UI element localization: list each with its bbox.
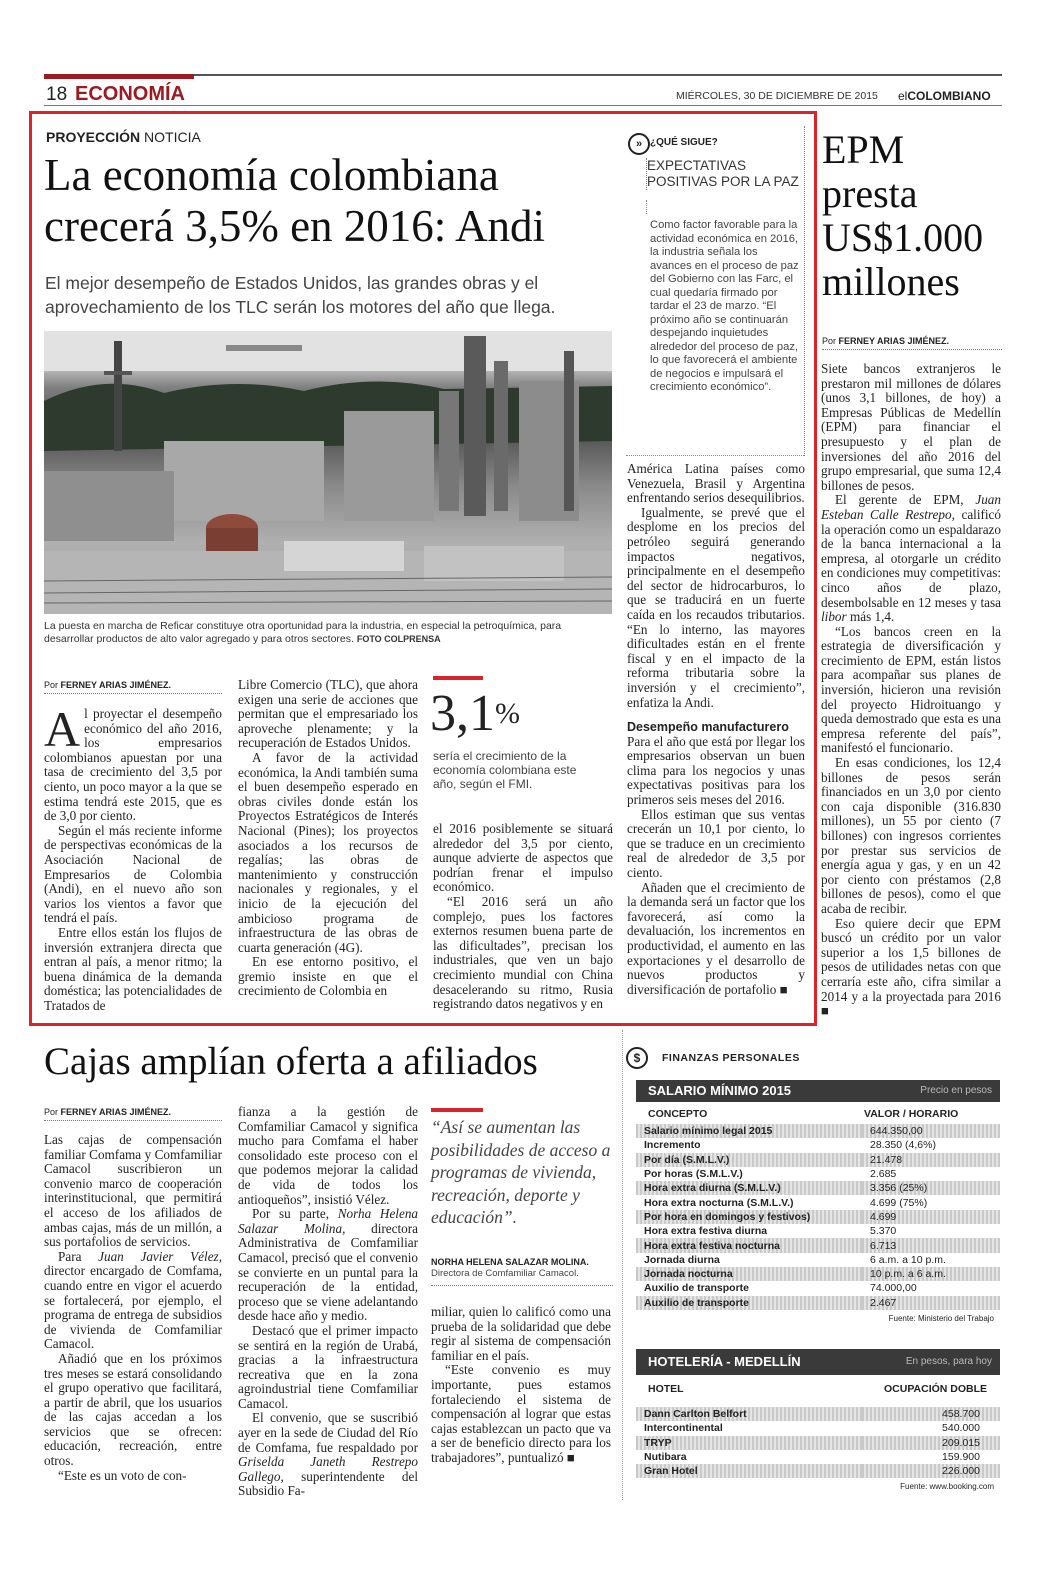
table-row bbox=[636, 1195, 1000, 1209]
main-col-2 bbox=[238, 678, 418, 999]
table-cell-label: Hora extra nocturna (S.M.L.V.) bbox=[644, 1196, 794, 1209]
refinery-photo bbox=[44, 331, 612, 614]
table-cell-label: Por día (S.M.L.V.) bbox=[636, 1153, 862, 1167]
table-cell-value: 458.700 bbox=[862, 1407, 1000, 1421]
col2-paragraph-1: Libre Comercio (TLC), que ahora exigen una serie de acciones que permitan que el empresariado los aproveche plenamente; y la recuperación de Estados Unidos. bbox=[238, 677, 418, 751]
epm-paragraph-4: En esas condiciones, los 12,4 billones de pesos serán financiados en un 3,0 por ciento con caja disponible (316.830 millones), un 55 por ciento (7 billones) con ingresos corrientes por prestar sus servicios de energía agua y gas, y en un 42 por ciento con préstamos (2,8 billones de pesos), como el que acaba de recibir. bbox=[821, 755, 1001, 916]
col-concepto: CONCEPTO bbox=[648, 1108, 708, 1120]
table-cell-value: 10 p.m. a 6 a.m. bbox=[862, 1267, 1000, 1281]
end-mark: ■ bbox=[566, 1449, 575, 1465]
hotel-table-columns bbox=[636, 1375, 1000, 1401]
col4-paragraph-3: Para el año que está por llegar los empresarios observan un buen clima para los negocios y unas expectativas positivas para los primeros seis meses del 2016. bbox=[627, 733, 805, 808]
main-col-1 bbox=[44, 701, 222, 1013]
byline-name: FERNEY ARIAS JIMÉNEZ. bbox=[60, 680, 172, 690]
col4-paragraph-5: Añaden que el crecimiento de la demanda será un factor que los favorecerá, así como la devaluación, los incrementos en productividad, el aumento en las exportaciones y el desarrollo de nuevos productos y diversificación de portafolio ■ bbox=[627, 879, 805, 997]
quote-bottom-rule bbox=[431, 1285, 613, 1286]
table-cell-label: Incremento bbox=[644, 1139, 701, 1152]
kicker-light: NOTICIA bbox=[144, 129, 201, 145]
cajas-c3-paragraph-2: “Este convenio es muy importante, pues estamos fortaleciendo el sistema de compensación al lograr que estas cajas establezcan un pacto que va a ser de beneficio directo para los trabajadores”, puntualizó ■ bbox=[431, 1362, 611, 1465]
col4-paragraph-4: Ellos estiman que sus ventas crecerán un 10,1 por ciento, lo que se traduce en un crecimiento real de alrededor de 3,5 por ciento. bbox=[627, 806, 805, 881]
end-mark: ■ bbox=[779, 981, 788, 997]
newspaper-title: COLOMBIANO bbox=[907, 89, 991, 103]
main-col-3 bbox=[433, 822, 613, 1012]
salary-table-source: Fuente: Ministerio del Trabajo bbox=[888, 1313, 994, 1323]
salary-table-header: SALARIO MÍNIMO 2015 Precio en pesos bbox=[636, 1080, 1000, 1102]
table-cell-label: Hora extra festiva diurna bbox=[644, 1225, 768, 1238]
main-headline bbox=[44, 150, 624, 252]
table-cell-label: Auxilio de transporte bbox=[636, 1296, 862, 1310]
byline-prefix: Por bbox=[44, 680, 59, 690]
table-cell-label: TRYP bbox=[636, 1436, 862, 1450]
table-cell-label: Salario mínimo legal 2015 bbox=[636, 1124, 862, 1138]
table-row bbox=[636, 1238, 1000, 1252]
salary-table bbox=[636, 1080, 1000, 1323]
table-cell-value: 209.015 bbox=[862, 1436, 1000, 1450]
hotel-table-note: En pesos, para hoy bbox=[905, 1356, 992, 1367]
cajas-c1-paragraph-3: Añadió que en los próximos tres meses se estará consolidando el grupo operativo que facilitará, a partir de abril, que los usuarios de las cajas accedan a los servicios que se ofrecen: educación, recreación, entre otros. bbox=[44, 1350, 222, 1469]
table-cell-value: 4.699 bbox=[862, 1210, 1000, 1224]
hotel-table-source: Fuente: www.booking.com bbox=[900, 1482, 994, 1492]
cajas-headline: Cajas amplían oferta a afiliados bbox=[44, 1040, 538, 1083]
table-cell-label: Hora extra festiva nocturna bbox=[636, 1238, 862, 1252]
table-cell-value: 28.350 (4,6%) bbox=[870, 1139, 936, 1152]
issue-date: MIÉRCOLES, 30 DE DICIEMBRE DE 2015 bbox=[676, 90, 878, 102]
epm-byline-prefix: Por bbox=[822, 336, 837, 346]
table-cell-value: 2.467 bbox=[862, 1296, 1000, 1310]
refinery-illustration bbox=[44, 331, 612, 614]
epm-paragraph-3: “Los bancos creen en la estrategia de diversificación y crecimiento de EPM, están listos para acompañar sus planes de inversión, hicieron una revisión del proyecto Hidroituango y queda demostrado que esta es una empresa referente del país”, manifestó el funcionario. bbox=[821, 623, 1001, 756]
dollar-icon: $ bbox=[626, 1047, 648, 1069]
stat-number: 3,1 bbox=[430, 685, 495, 742]
table-cell-value: 6 a.m. a 10 p.m. bbox=[870, 1253, 946, 1266]
col1-paragraph-1: Al proyectar el desempeño económico del año 2016, los empresarios colombianos apuestan por una tasa de crecimiento del 3,5 por ciento, un poco mayor a la que se estima tendrá este 2015, que es de 3,0 por ciento. bbox=[44, 701, 222, 824]
finanzas-label: FINANZAS PERSONALES bbox=[662, 1052, 800, 1064]
sidebar-text: Como factor favorable para la actividad económica en 2016, la industria señala los avances en el proceso de paz del Gobierno con las Farc, el cual quedaría firmado por tardar el 23 de marzo. “El próximo año se continuarán despejando inquietudes alrededor del proceso de paz, lo que favorecerá el ambiente de negocios e impulsará el crecimiento económico”. bbox=[650, 219, 799, 393]
table-row bbox=[636, 1267, 1000, 1281]
epm-headline: EPM presta US$1.000 millones bbox=[822, 127, 984, 304]
story-kicker bbox=[46, 129, 201, 145]
main-byline bbox=[44, 680, 222, 694]
stat-description: sería el crecimiento de la economía colombiana este año, según el FMI. bbox=[433, 749, 577, 791]
col2-paragraph-3: En ese entorno positivo, el gremio insiste en que el crecimiento de Colombia en bbox=[238, 954, 418, 999]
epm-byline-name: FERNEY ARIAS JIMÉNEZ. bbox=[838, 336, 950, 346]
epm-body bbox=[821, 362, 1001, 1019]
cajas-byline-prefix: Por bbox=[44, 1107, 59, 1117]
kicker-bold: PROYECCIÓN bbox=[46, 129, 141, 145]
salary-table-note: Precio en pesos bbox=[920, 1085, 992, 1096]
table-row bbox=[636, 1138, 1000, 1152]
quote-rule bbox=[431, 1108, 483, 1112]
cajas-col-3 bbox=[431, 1305, 611, 1466]
cajas-byline-name: FERNEY ARIAS JIMÉNEZ. bbox=[60, 1107, 172, 1117]
newspaper-prefix: el bbox=[898, 89, 908, 103]
section-name: ECONOMÍA bbox=[75, 83, 185, 105]
table-row bbox=[636, 1181, 1000, 1195]
table-cell-label: Jornada nocturna bbox=[636, 1267, 862, 1281]
cajas-c1-paragraph-4: “Este es un voto de con- bbox=[58, 1467, 187, 1483]
cajas-c2-paragraph-1: fianza a la gestión de Comfamiliar Camacol y significa mucho para Comfama el haber consolidado este proceso con el que podemos mejorar la calidad de vida de todos los antioqueños”, insistió Vélez. bbox=[238, 1104, 418, 1207]
table-cell-label: Dann Carlton Belfort bbox=[636, 1407, 862, 1421]
table-row bbox=[636, 1296, 1000, 1310]
sidebar-arrow-icon: » bbox=[628, 133, 650, 155]
hotel-table-header: HOTELERÍA - MEDELLÍN En pesos, para hoy bbox=[636, 1349, 1000, 1375]
table-cell-value: 159.900 bbox=[942, 1451, 980, 1464]
col1-paragraph-2: Según el más reciente informe de perspectivas económicas de la Asociación Nacional de Empresarios de Colombia (Andi), en el nuevo año son varios los vientos a favor que tendrá el país. bbox=[44, 822, 222, 926]
newspaper-name bbox=[898, 89, 991, 103]
drop-cap: A bbox=[44, 701, 81, 757]
col3-paragraph-2: “El 2016 será un año complejo, pues los factores externos resumen buena parte de las dificultades”, precisan los industriales, que ven un bajo crecimiento mundial con China desacelerando su ritmo, Rusia registrando datos negativos y en bbox=[433, 893, 613, 1012]
table-cell-label: Hora extra diurna (S.M.L.V.) bbox=[636, 1181, 862, 1195]
salary-table-body bbox=[636, 1124, 1000, 1310]
hotel-table-body bbox=[636, 1407, 1000, 1478]
table-cell-label: Gran Hotel bbox=[636, 1464, 862, 1478]
cajas-byline bbox=[44, 1107, 222, 1121]
table-row bbox=[636, 1407, 1000, 1421]
salary-table-columns bbox=[636, 1102, 1000, 1124]
table-cell-label: Por horas (S.M.L.V.) bbox=[644, 1168, 743, 1181]
hotel-table bbox=[636, 1349, 1000, 1491]
table-cell-value: 21.478 bbox=[862, 1153, 1000, 1167]
table-row bbox=[636, 1253, 1000, 1267]
header-red-bar bbox=[44, 74, 194, 79]
caption-text: La puesta en marcha de Reficar constituye otra oportunidad para la industria, en especial la petroquímica, para desarrollar productos de alto valor agregado y para otros sectores. bbox=[44, 620, 562, 645]
table-row bbox=[636, 1124, 1000, 1138]
photo-caption bbox=[44, 620, 612, 646]
headline-line-1: La economía colombiana bbox=[44, 150, 499, 200]
table-cell-value: 6.713 bbox=[862, 1238, 1000, 1252]
cajas-c1-paragraph-2: Para Juan Javier Vélez, director encargado de Comfama, cuando entre en vigor el acuerdo se fortalecerá, por ejemplo, el programa de entrega de subsidios de vivienda de Comfamiliar Camacol. bbox=[44, 1248, 222, 1352]
table-cell-label: Nutibara bbox=[644, 1451, 687, 1464]
cajas-c3-paragraph-1: miliar, quien lo calificó como una prueba de la solidaridad que debe regir al sistema de compensación familiar en el país. bbox=[431, 1304, 611, 1363]
main-col-4 bbox=[627, 462, 805, 997]
table-cell-label: Por hora en domingos y festivos) bbox=[636, 1210, 862, 1224]
stat-rule bbox=[433, 676, 483, 680]
col4-paragraph-2: Igualmente, se prevé que el desplome en los precios del petróleo seguirá generando impactos negativos, principalmente en el desempeño del sector de hidrocarburos, lo que se traducirá en un fuerte caída en los recaudos tributarios. “En lo interno, las mayores dificultades están en el frente fiscal y en el impacto de la reforma tributaria sobre la inversión y el crecimiento”, enfatiza la Andi. bbox=[627, 504, 805, 710]
table-cell-value: 226.000 bbox=[862, 1464, 1000, 1478]
col1-paragraph-3: Entre ellos están los flujos de inversión extranjera directa que entran al país, a menor ritmo; la buena dinámica de la demanda doméstica; las potencialidades de Tratados de bbox=[44, 924, 222, 1013]
pull-quote: “Así se aumentan las posibilidades de acceso a programas de vivienda, recreación, deporte y educación”. bbox=[431, 1117, 611, 1227]
epm-paragraph-2: El gerente de EPM, Juan Esteban Calle Restrepo, calificó la operación como un espaldarazo de la banca internacional a la empresa, al otorgarle un crédito en condiciones muy competitivas: cinco años de plazo, desembolsable en 12 meses y tasa libor más 1,4. bbox=[821, 492, 1002, 625]
sidebar-title: EXPECTATIVAS POSITIVAS POR LA PAZ bbox=[646, 158, 807, 190]
table-row bbox=[636, 1421, 1000, 1435]
sidebar-divider bbox=[646, 200, 647, 214]
table-cell-value: 644.350,00 bbox=[862, 1124, 1000, 1138]
epm-paragraph-1: Siete bancos extranjeros le prestaron mil millones de dólares (unos 3,1 billones, de hoy) a Empresas Públicas de Medellín (EPM) para financiar el presupuesto y el plan de inversiones del año 2016 del grupo empresarial, que suma 12,4 billones de pesos. bbox=[821, 361, 1001, 493]
table-row bbox=[636, 1464, 1000, 1478]
col3-paragraph-1: el 2016 posiblemente se situará alrededor del 3,5 por ciento, aunque advierte de aspectos que podrían frenar el impulso económico. bbox=[433, 821, 613, 895]
stat-figure bbox=[430, 684, 520, 744]
table-cell-value: 4.699 (75%) bbox=[870, 1196, 928, 1209]
table-row bbox=[636, 1224, 1000, 1238]
table-row bbox=[636, 1210, 1000, 1224]
end-mark: ■ bbox=[821, 1003, 829, 1019]
cajas-col-1 bbox=[44, 1133, 222, 1483]
quote-role: Directora de Comfamiliar Camacol. bbox=[431, 1268, 579, 1279]
table-row bbox=[636, 1167, 1000, 1181]
epm-byline bbox=[822, 336, 1002, 350]
col-ocupacion: OCUPACIÓN DOBLE bbox=[884, 1383, 988, 1395]
table-cell-value: 2.685 bbox=[870, 1168, 897, 1181]
table-cell-label: Auxilio de transporte bbox=[644, 1282, 750, 1295]
table-cell-value: 74.000,00 bbox=[870, 1282, 917, 1295]
table-cell-label: Intercontinental bbox=[644, 1422, 723, 1435]
table-row bbox=[636, 1153, 1000, 1167]
photo-credit: FOTO COLPRENSA bbox=[356, 634, 441, 644]
table-cell-value: 5.370 bbox=[870, 1225, 897, 1238]
page-number: 18 bbox=[46, 84, 68, 105]
col4-paragraph-1: América Latina países como Venezuela, Brasil y Argentina enfrentando serios desequilibrios. bbox=[627, 461, 805, 506]
cajas-c2-paragraph-3: Destacó que el primer impacto se sentirá en la región de Urabá, gracias a la infraestructura recreativa que en la zona agroindustrial tiene Comfamiliar Camacol. bbox=[238, 1322, 418, 1411]
sidebar-kicker: ¿QUÉ SIGUE? bbox=[650, 137, 718, 148]
col-valor: VALOR / HORARIO bbox=[864, 1108, 959, 1120]
quote-author: NORHA HELENA SALAZAR MOLINA. bbox=[431, 1257, 589, 1267]
sidebar-bottom-rule bbox=[626, 455, 804, 456]
headline-line-2: crecerá 3,5% en 2016: Andi bbox=[44, 201, 546, 251]
main-subhead: El mejor desempeño de Estados Unidos, las grandes obras y el aprovechamiento de los TLC serán los motores del año que llega. bbox=[45, 273, 556, 317]
table-row bbox=[636, 1450, 1000, 1464]
table-cell-value: 3.356 (25%) bbox=[862, 1181, 1000, 1195]
stat-unit: % bbox=[495, 697, 520, 730]
cajas-c2-paragraph-2: Por su parte, Norha Helena Salazar Molina, directora Administrativa de Comfamiliar Camacol, precisó que el convenio se convierte en un puntal para la recuperación de la entidad, proceso que se viene adelantando desde hace año y medio. bbox=[238, 1206, 419, 1324]
table-cell-value: 540.000 bbox=[942, 1422, 980, 1435]
col4-subhead: Desempeño manufacturero bbox=[627, 720, 789, 735]
cajas-col-2 bbox=[238, 1105, 418, 1499]
cajas-c1-paragraph-1: Las cajas de compensación familiar Comfama y Comfamiliar Camacol suscribieron un convenio marco de cooperación interinstitucional, que permitirá el acceso de los afiliados de ambas cajas, más de un millón, a sus portafolios de servicios. bbox=[44, 1132, 222, 1250]
table-row bbox=[636, 1436, 1000, 1450]
col2-paragraph-2: A favor de la actividad económica, la Andi también suma el buen desempeño esperado en obras civiles donde están los Proyectos Estratégicos de Interés Nacional (Pines); los proyectos asociados a los recursos de regalías; las obras de mantenimiento y construcción nacionales y regionales, y el inicio de la ejecución del ambicioso programa de infraestructura de las obras de cuarta generación (4G). bbox=[238, 749, 418, 955]
cajas-c2-paragraph-4: El convenio, que se suscribió ayer en la sede de Ciudad del Río de Comfama, fue respaldado por Griselda Janeth Restrepo Gallego, superintendente del Subsidio Fa- bbox=[238, 1410, 418, 1499]
table-row bbox=[636, 1281, 1000, 1295]
table-cell-label: Jornada diurna bbox=[644, 1253, 720, 1266]
epm-paragraph-5: Eso quiere decir que EPM buscó un crédito por un valor superior a los 1,5 billones de pesos de utilidades netas con que cerraría este año, cifra similar a 2014 y a la proyectada para 2016 ■ bbox=[821, 915, 1001, 1019]
finanzas-left-border bbox=[622, 1030, 623, 1500]
header-bottom-rule bbox=[44, 105, 1002, 106]
col-hotel: HOTEL bbox=[648, 1383, 684, 1395]
